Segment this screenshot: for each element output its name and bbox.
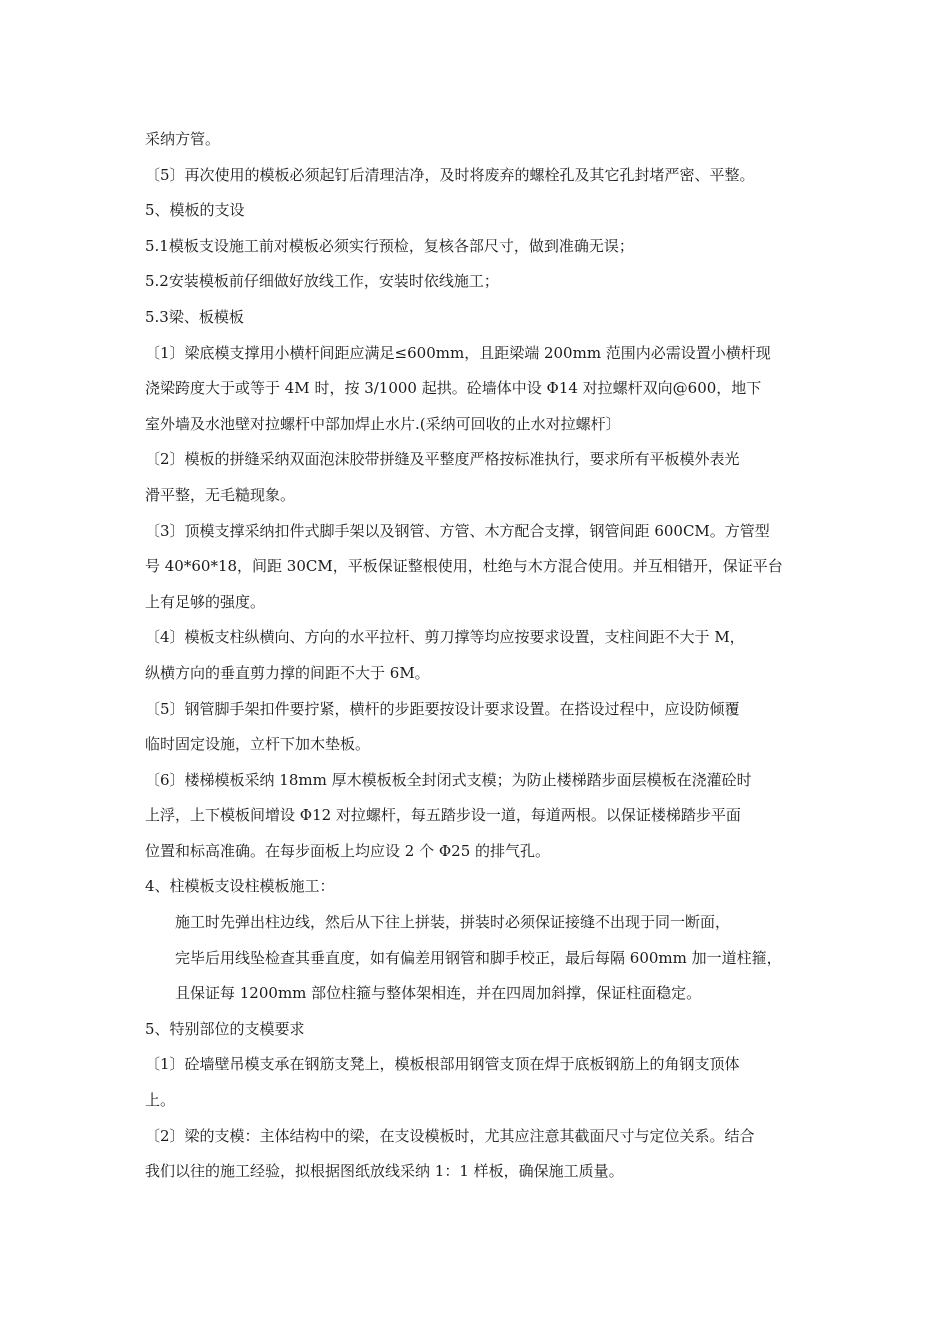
text-line: 〔1〕梁底模支撑用小横杆间距应满足≤600mm，且距梁端 200mm 范围内必需设置小横杆现 xyxy=(145,343,771,362)
text-line: 上。 xyxy=(145,1091,176,1110)
text-line: 5.1模板支设施工前对模板必须实行预检，复核各部尺寸，做到准确无误； xyxy=(145,236,634,255)
text-line: 〔3〕顶模支撑采纳扣件式脚手架以及钢管、方管、木方配合支撑，钢管间距 600CM。方管型 xyxy=(145,521,770,540)
text-line: 采纳方管。 xyxy=(145,130,221,148)
paragraph xyxy=(145,122,815,158)
text-line: 我们以往的施工经验，拟根据图纸放线采纳 1：1 样板，确保施工质量。 xyxy=(145,1162,624,1181)
paragraph xyxy=(145,869,815,905)
paragraph xyxy=(145,442,815,513)
paragraph xyxy=(145,763,815,870)
text-line: 且保证每 1200mm 部位柱箍与整体架相连，并在四周加斜撑，保证柱面稳定。 xyxy=(175,984,702,1003)
paragraph xyxy=(145,620,815,691)
paragraph xyxy=(145,300,815,336)
text-line: 5、模板的支设 xyxy=(145,201,245,220)
text-line: 〔5〕再次使用的模板必须起钉后清理洁净，及时将废弃的螺栓孔及其它孔封堵严密、平整。 xyxy=(145,165,755,184)
paragraph xyxy=(145,514,815,621)
text-line: 位置和标高准确。在每步面板上均应设 2 个 Φ25 的排气孔。 xyxy=(145,841,551,860)
paragraph xyxy=(145,336,815,443)
paragraph xyxy=(145,1012,815,1048)
text-line: 上浮，上下模板间增设 Φ12 对拉螺杆，每五踏步设一道，每道两根。以保证楼梯踏步平面 xyxy=(145,806,741,825)
paragraph xyxy=(145,905,815,1012)
paragraph xyxy=(145,193,815,229)
text-line: 临时固定设施，立杆下加木垫板。 xyxy=(145,735,371,754)
text-line: 浇梁跨度大于或等于 4M 时，按 3/1000 起拱。砼墙体中设 Φ14 对拉螺杆双向@600，地下 xyxy=(145,379,762,398)
text-line: 〔1〕砼墙壁吊模支承在钢筋支凳上，模板根部用钢管支顶在焊于底板钢筋上的角钢支顶体 xyxy=(145,1055,740,1074)
text-line: 5、特别部位的支模要求 xyxy=(145,1019,305,1038)
text-line: 〔2〕模板的拼缝采纳双面泡沫胶带拼缝及平整度严格按标准执行，要求所有平板模外表光 xyxy=(145,450,740,469)
text-line: 施工时先弹出柱边线，然后从下往上拼装，拼装时必须保证接缝不出现于同一断面， xyxy=(175,913,731,932)
text-line: 5.3梁、板模板 xyxy=(145,307,244,326)
paragraph xyxy=(145,1119,815,1190)
text-line: 完毕后用线坠检查其垂直度，如有偏差用钢管和脚手校正，最后每隔 600mm 加一道柱箍， xyxy=(175,948,782,967)
text-line: 上有足够的强度。 xyxy=(145,592,266,611)
paragraph xyxy=(145,229,815,265)
document-body xyxy=(145,122,815,1190)
text-line: 5.2安装模板前仔细做好放线工作，安装时依线施工； xyxy=(145,272,499,291)
text-line: 4、柱模板支设柱模板施工： xyxy=(145,877,335,896)
paragraph xyxy=(145,1047,815,1118)
text-line: 号 40*60*18，间距 30CM，平板保证整根使用，杜绝与木方混合使用。并互相错开，保证平台 xyxy=(145,557,783,576)
text-line: 室外墙及水池壁对拉螺杆中部加焊止水片.(采纳可回收的止水对拉螺杆〕 xyxy=(145,414,621,433)
paragraph xyxy=(145,692,815,763)
text-line: 〔6〕楼梯模板采纳 18mm 厚木模板板全封闭式支模；为防止楼梯踏步面层模板在浇灌砼时 xyxy=(145,770,752,789)
text-line: 滑平整，无毛糙现象。 xyxy=(145,485,296,504)
text-line: 〔2〕梁的支模：主体结构中的梁，在支设模板时，尤其应注意其截面尺寸与定位关系。结合 xyxy=(145,1126,755,1145)
paragraph xyxy=(145,158,815,194)
text-line: 纵横方向的垂直剪力撑的间距不大于 6M。 xyxy=(145,663,430,682)
text-line: 〔5〕钢管脚手架扣件要拧紧，横杆的步距要按设计要求设置。在搭设过程中，应设防倾覆 xyxy=(145,699,740,718)
paragraph xyxy=(145,264,815,300)
text-line: 〔4〕模板支柱纵横向、方向的水平拉杆、剪刀撑等均应按要求设置，支柱间距不大于 M， xyxy=(145,628,745,647)
